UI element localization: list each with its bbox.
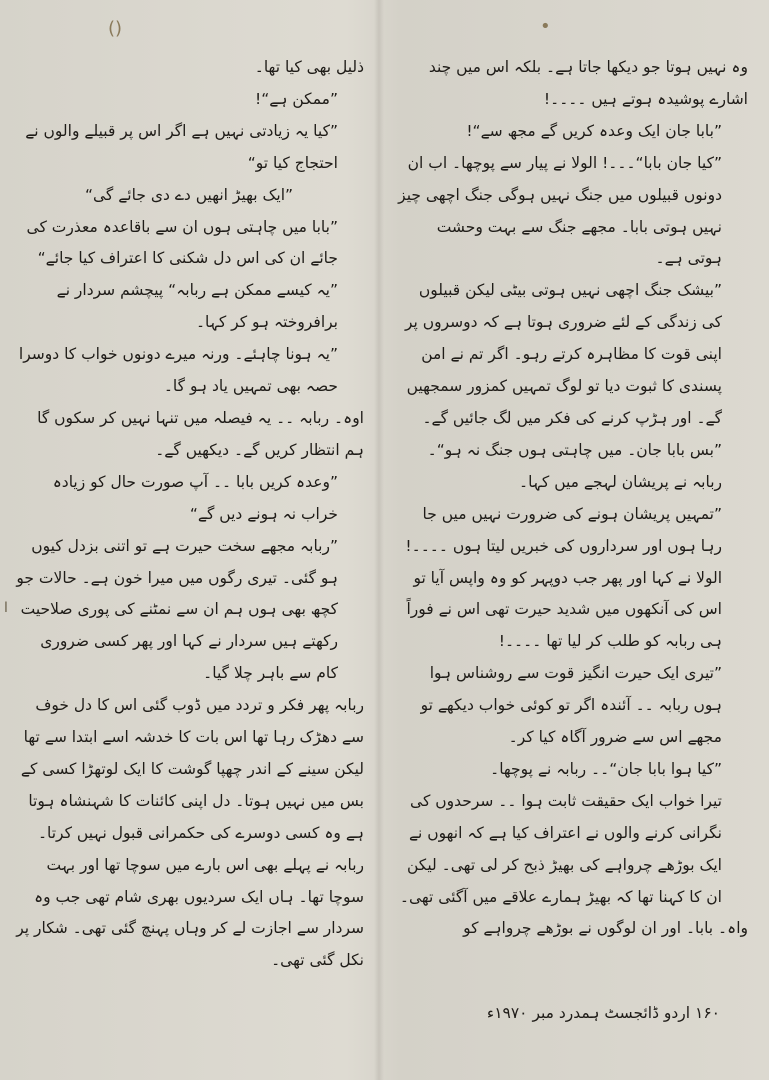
paragraph: ربابہ پھر فکر و تردد میں ڈوب گئی اس کا دل خوف سے دھڑک رہا تھا اس بات کا خدشہ اسے ابتدا سے تھا لیکن سینے کے اندر چھپا گوشت کا ایک لوتھڑا کسی کے بس میں نہیں ہوتا۔ دل اپنی کائنات کا شہنشاہ ہوتا ہے وہ کسی دوسرے کی حکمرانی قبول نہیں کرتا۔ ربابہ نے پہلے بھی اس بارے میں سوچا تھا اور بہت سوچا تھا۔ ہاں ایک سردیوں بھری شام تھی جب وہ سردار سے اجازت لے کر وہاں پہنچ گئی تھی۔ شکار پر نکل گئی تھی۔ [16,696,364,970]
paragraph: اوہ۔ ربابہ ۔۔ یہ فیصلہ میں تنہا نہیں کر سکوں گا ہم انتظار کریں گے۔ دیکھیں گے۔ [37,408,364,459]
page-edge-mark: ا [4,600,8,616]
paragraph: وہ نہیں ہوتا جو دیکھا جاتا ہے۔ بلکہ اس میں چند اشارے پوشیدہ ہوتے ہیں ۔۔۔۔! [428,58,748,108]
paragraph: ”وعدہ کریں بابا ۔۔ آپ صورت حال کو زیادہ خراب نہ ہونے دیں گے“ [52,472,338,523]
paragraph: ”کیا ہوا بابا جان“۔۔ ربابہ نے پوچھا۔ [490,759,722,778]
ink-mark: () [108,18,123,39]
paragraph: ”ممکن ہے“! [255,89,338,108]
paragraph: تیرا خواب ایک حقیقت ثابت ہوا ۔۔ سرحدوں کی نگرانی کرنے والوں نے اعتراف کیا ہے کہ انھوں نے ایک بوڑھے چرواہے کی بھیڑ ذبح کر لی تھی۔ لیکن ان کا کہنا تھا کہ بھیڑ ہمارے علاقے میں آگئی تھی۔ [399,791,722,906]
paragraph: ”بابا جان ایک وعدہ کریں گے مجھ سے“! [466,121,722,140]
paragraph: ”ربابہ مجھے سخت حیرت ہے تو اتنی بزدل کیوں ہو گئی۔ تیری رگوں میں میرا خون ہے۔ حالات جو کچھ بھی ہوں ہم ان سے نمٹنے کی پوری صلاحیت رکھتے ہیں سردار نے کہا اور پھر کسی ضروری کام سے باہر چلا گیا۔ [16,536,338,683]
page-fold [374,0,384,1080]
paragraph: ذلیل بھی کیا تھا۔ [254,58,364,76]
page-footer: ۱۶۰ اردو ڈائجسٹ ہمدرد مبر ۱۹۷۰ء [486,1004,720,1022]
paragraph: ”تمہیں پریشان ہونے کی ضرورت نہیں میں جا رہا ہوں اور سرداروں کی خبریں لیتا ہوں ۔۔۔۔! الولا نے کہا اور پھر جب دوپہر کو وہ واپس آیا تو اس کی آنکھوں میں شدید حیرت تھی اس نے فوراً ہی ربابہ کو طلب کر لیا تھا ۔۔۔۔! [405,504,722,651]
paragraph: ”بس بابا جان۔ میں چاہتی ہوں جنگ نہ ہو“۔ ربابہ نے پریشان لہجے میں کہا۔ [427,440,722,491]
right-text-column [398,52,748,945]
paragraph: ”یہ کیسے ممکن ہے ربابہ“ پیچشم سردار نے برافروختہ ہو کر کہا۔ [56,281,338,332]
paragraph: ”ایک بھیڑ انھیں دے دی جائے گی“ [84,185,294,204]
paragraph: ”یہ ہونا چاہئے۔ ورنہ میرے دونوں خواب کا دوسرا حصہ بھی تمہیں یاد ہو گا۔ [18,345,338,396]
paragraph: ”کیا جان بابا“۔۔۔! الولا نے پیار سے پوچھا۔ اب ان دونوں قبیلوں میں جنگ نہیں ہوگی جنگ اچھی چیز نہیں ہوتی بابا۔ مجھے جنگ سے بہت وحشت ہوتی ہے۔ [398,153,722,268]
paragraph: ”کیا یہ زیادتی نہیں ہے اگر اس پر قبیلے والوں نے احتجاج کیا تو“ [25,121,338,172]
paragraph: ”تیری ایک حیرت انگیز قوت سے روشناس ہوا ہوں ربابہ ۔۔ آئندہ اگر تو کوئی خواب دیکھے تو مجھے اس سے ضرور آگاہ کیا کر۔ [420,664,722,747]
paragraph: ”بابا میں چاہتی ہوں ان سے باقاعدہ معذرت کی جائے ان کی اس دل شکنی کا اعتراف کیا جائے“ [26,217,338,268]
ink-mark: • [540,16,551,37]
left-text-column [14,52,364,977]
paragraph: ”بیشک جنگ اچھی نہیں ہوتی بیٹی لیکن قبیلوں کی زندگی کے لئے ضروری ہوتا ہے کہ دوسروں پر اپنی قوت کا مظاہرہ کرتے رہو۔ اگر تم نے امن پسندی کا ثبوت دیا تو لوگ تمہیں کمزور سمجھیں گے۔ اور ہڑپ کرنے کی فکر میں لگ جائیں گے۔ [404,281,722,427]
paragraph: واہ۔ بابا۔ اور ان لوگوں نے بوڑھے چرواہے کو [463,919,748,938]
